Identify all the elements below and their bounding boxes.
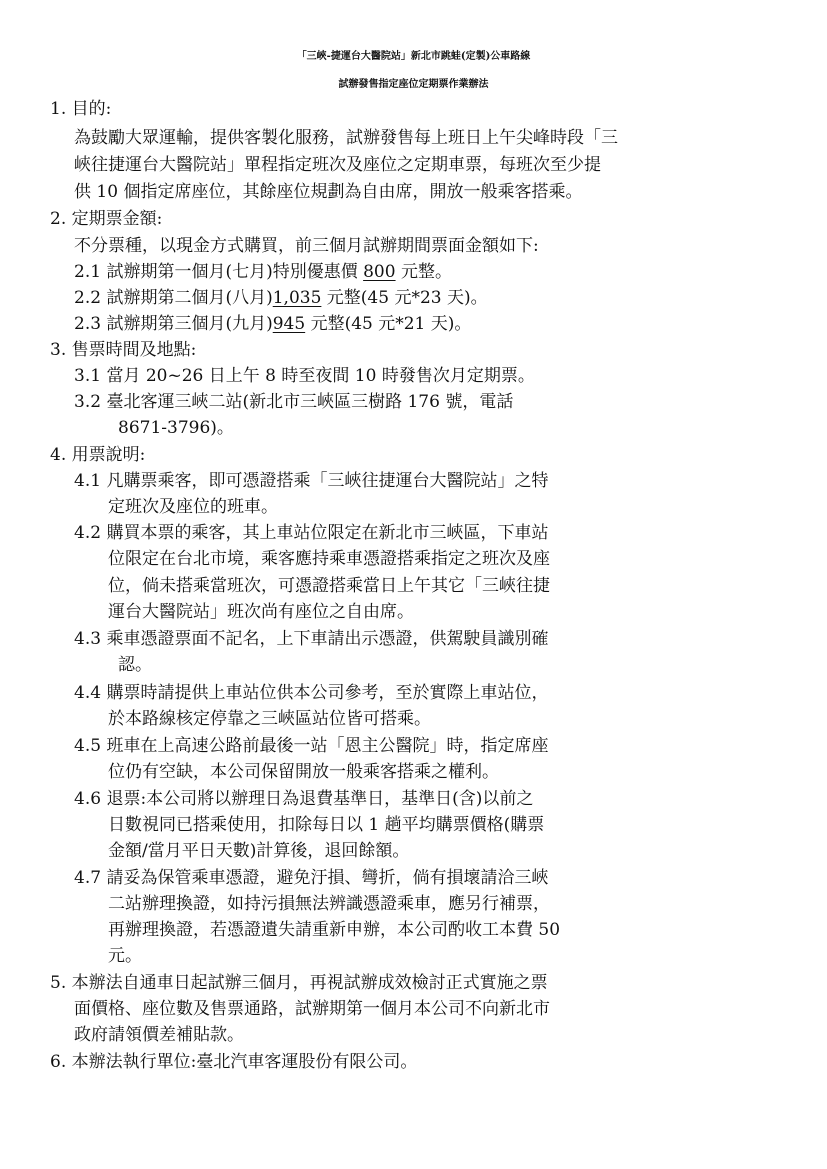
document-title-line-2: 試辦發售指定座位定期票作業辦法 [338, 79, 489, 90]
usage-item-4-6: 4.6 退票:本公司將以辦理日為退費基準日，基準日(含)以前之 [74, 789, 534, 809]
section-2-heading: 2. 定期票金額: [50, 209, 163, 229]
sale-location-item-3-2: 3.2 臺北客運三峽二站(新北市三峽區三樹路 176 號，電話 [74, 392, 514, 412]
usage-item-4-5: 4.5 班車在上高速公路前最後一站「恩主公醫院」時，指定席座 [74, 736, 549, 756]
usage-item-4-3: 4.3 乘車憑證票面不記名，上下車請出示憑證，供駕駛員識別確 [74, 629, 549, 649]
price-item-suffix: 元整(45 元*21 天)。 [305, 314, 472, 334]
section-6-text-line: 6. 本辦法執行單位:臺北汽車客運股份有限公司。 [50, 1052, 418, 1072]
usage-item-continuation: 二站辦理換證，如持污損無法辨識憑證乘車，應另行補票， [108, 894, 550, 914]
section-5-text-line: 面價格、座位數及售票通路，試辦期第一個月本公司不向新北市 [74, 999, 550, 1019]
section-5-text-line: 5. 本辦法自通車日起試辦三個月，再視試辦成效檢討正式實施之票 [50, 973, 548, 993]
usage-item-continuation: 定班次及座位的班車。 [108, 497, 278, 517]
usage-item-continuation: 位，倘未搭乘當班次，可憑證搭乘當日上午其它「三峽往捷 [108, 576, 550, 596]
price-amount: 1,035 [272, 288, 322, 308]
usage-item-continuation: 運台大醫院站」班次尚有座位之自由席。 [108, 602, 414, 622]
price-item-suffix: 元整。 [395, 262, 452, 282]
usage-item-4-2: 4.2 購買本票的乘客，其上車站位限定在新北市三峽區，下車站 [74, 523, 549, 543]
usage-item-continuation: 元。 [108, 946, 142, 966]
usage-item-continuation: 認。 [118, 655, 152, 675]
sale-time-item-3-1: 3.1 當月 20~26 日上午 8 時至夜間 10 時發售次月定期票。 [74, 366, 535, 386]
section-1-heading: 1. 目的: [50, 99, 112, 119]
price-item-2-2 [74, 286, 488, 310]
price-item-suffix: 元整(45 元*23 天)。 [321, 288, 488, 308]
section-1-text-line: 為鼓勵大眾運輸，提供客製化服務，試辦發售每上班日上午尖峰時段「三 [74, 128, 618, 148]
usage-item-continuation: 日數視同已搭乘使用，扣除每日以 1 趟平均購票價格(購票 [108, 815, 545, 835]
usage-item-continuation: 位仍有空缺，本公司保留開放一般乘客搭乘之權利。 [108, 762, 499, 782]
price-item-label: 2.3 試辦期第三個月(九月) [74, 314, 273, 334]
usage-item-continuation: 位限定在台北市境，乘客應持乘車憑證搭乘指定之班次及座 [108, 549, 550, 569]
usage-item-continuation: 再辦理換證，若憑證遺失請重新申辦，本公司酌收工本費 50 [108, 920, 561, 940]
usage-item-continuation: 金額/當月平日天數)計算後，退回餘額。 [108, 841, 410, 861]
section-2-intro: 不分票種，以現金方式購買，前三個月試辦期間票面金額如下: [74, 236, 539, 256]
usage-item-4-4: 4.4 購票時請提供上車站位供本公司參考，至於實際上車站位， [74, 683, 549, 703]
section-1-text-line: 峽往捷運台大醫院站」單程指定班次及座位之定期車票，每班次至少提 [74, 155, 601, 175]
sale-location-phone: 8671-3796)。 [118, 418, 234, 438]
price-item-label: 2.1 試辦期第一個月(七月)特別優惠價 [74, 262, 364, 282]
price-amount: 945 [272, 314, 306, 334]
section-1-text-line: 供 10 個指定席座位，其餘座位規劃為自由席，開放一般乘客搭乘。 [74, 182, 583, 202]
usage-item-continuation: 於本路線核定停靠之三峽區站位皆可搭乘。 [108, 709, 431, 729]
section-4-heading: 4. 用票說明: [50, 445, 146, 465]
price-item-label: 2.2 試辦期第二個月(八月) [74, 288, 273, 308]
section-3-heading: 3. 售票時間及地點: [50, 340, 197, 360]
document-title-line-1: 「三峽-捷運台大醫院站」新北市跳蛙(定製)公車路線 [296, 51, 531, 62]
price-amount: 800 [363, 262, 396, 282]
section-5-text-line: 政府請領價差補貼款。 [74, 1025, 244, 1045]
usage-item-4-7: 4.7 請妥為保管乘車憑證，避免汙損、彎折，倘有損壞請洽三峽 [74, 868, 549, 888]
usage-item-4-1: 4.1 凡購票乘客，即可憑證搭乘「三峽往捷運台大醫院站」之特 [74, 471, 549, 491]
price-item-2-1 [74, 260, 452, 284]
price-item-2-3 [74, 312, 471, 336]
